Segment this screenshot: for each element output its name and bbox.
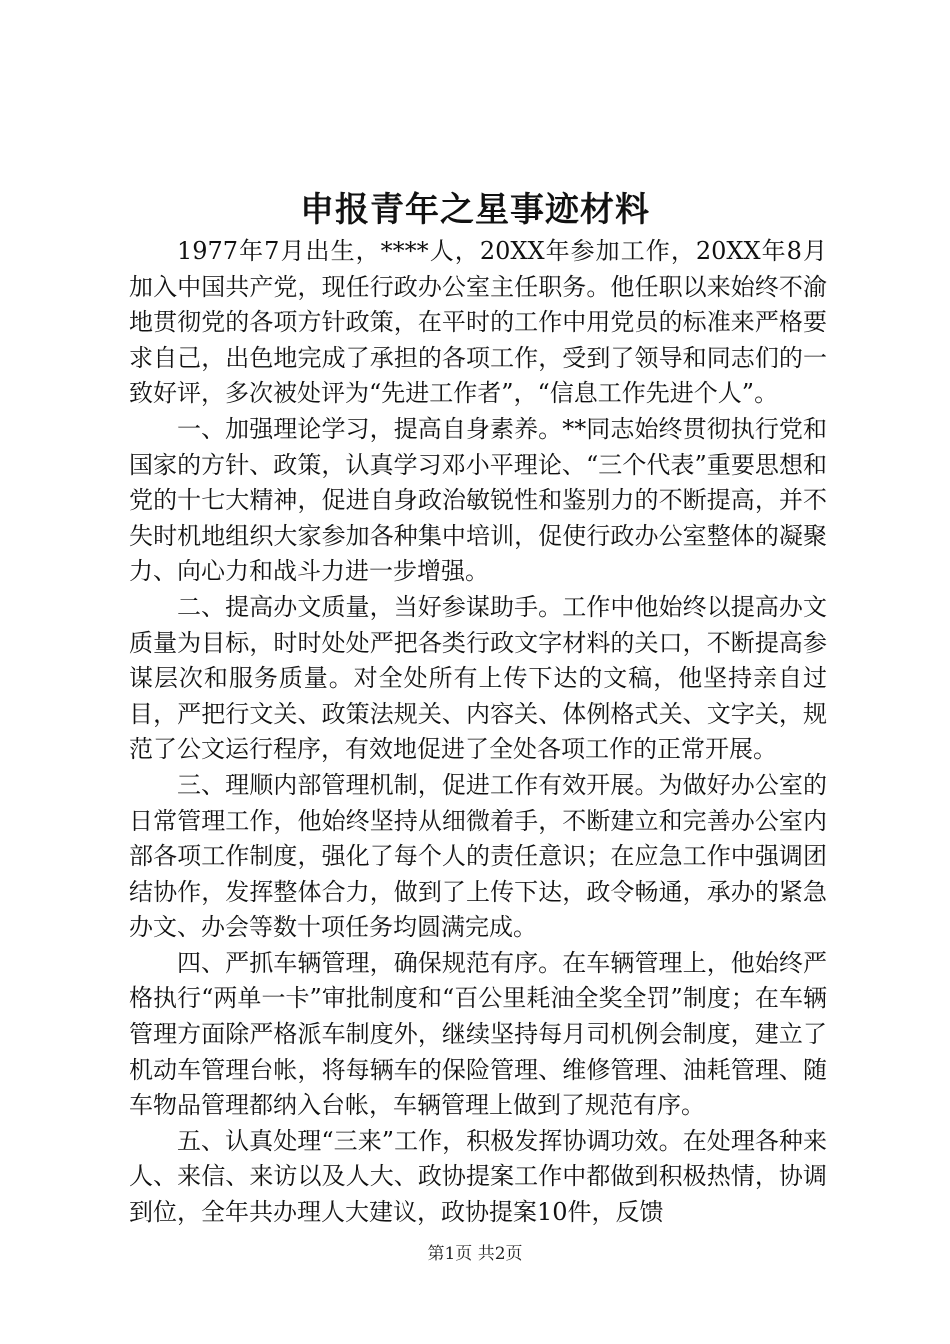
paragraph-internal-management: 三、理顺内部管理机制，促进工作有效开展。为做好办公室的日常管理工作，他始终坚持从细微着手，不断建立和完善办公室内部各项工作制度，强化了每个人的责任意识；在应急工作中强调团结协作，发挥整体合力，做到了上传下达，政令畅通，承办的紧急办文、办会等数十项任务均圆满完成。: [129, 770, 827, 942]
document-title: 申报青年之星事迹材料: [300, 190, 650, 230]
paragraph-document-quality: 二、提高办文质量，当好参谋助手。工作中他始终以提高办文质量为目标，时时处处严把各类行政文字材料的关口，不断提高参谋层次和服务质量。对全处所有上传下达的文稿，他坚持亲自过目，严把行文关、政策法规关、内容关、体例格式关、文字关，规范了公文运行程序，有效地促进了全处各项工作的正常开展。: [129, 592, 827, 764]
document-body: [129, 234, 827, 1231]
paragraph-theory-study: 一、加强理论学习，提高自身素养。**同志始终贯彻执行党和国家的方针、政策，认真学习邓小平理论、“三个代表”重要思想和党的十七大精神，促进自身政治敏锐性和鉴别力的不断提高，并不失时机地组织大家参加各种集中培训，促使行政办公室整体的凝聚力、向心力和战斗力进一步增强。: [129, 414, 827, 586]
page-footer: 第1页 共2页: [427, 1244, 523, 1264]
paragraph-vehicle-management: 四、严抓车辆管理，确保规范有序。在车辆管理上，他始终严格执行“两单一卡”审批制度和“百公里耗油全奖全罚”制度；在车辆管理方面除严格派车制度外，继续坚持每月司机例会制度，建立了机动车管理台帐，将每辆车的保险管理、维修管理、油耗管理、随车物品管理都纳入台帐，车辆管理上做到了规范有序。: [129, 948, 827, 1120]
paragraph-three-visits: 五、认真处理“三来”工作，积极发挥协调功效。在处理各种来人、来信、来访以及人大、政协提案工作中都做到积极热情，协调到位，全年共办理人大建议，政协提案10件，反馈: [129, 1126, 827, 1227]
paragraph-intro: 1977年7月出生，****人，20XX年参加工作，20XX年8月加入中国共产党，现任行政办公室主任职务。他任职以来始终不渝地贯彻党的各项方针政策，在平时的工作中用党员的标准来严格要求自己，出色地完成了承担的各项工作，受到了领导和同志们的一致好评，多次被处评为“先进工作者”，“信息工作先进个人”。: [129, 237, 827, 408]
